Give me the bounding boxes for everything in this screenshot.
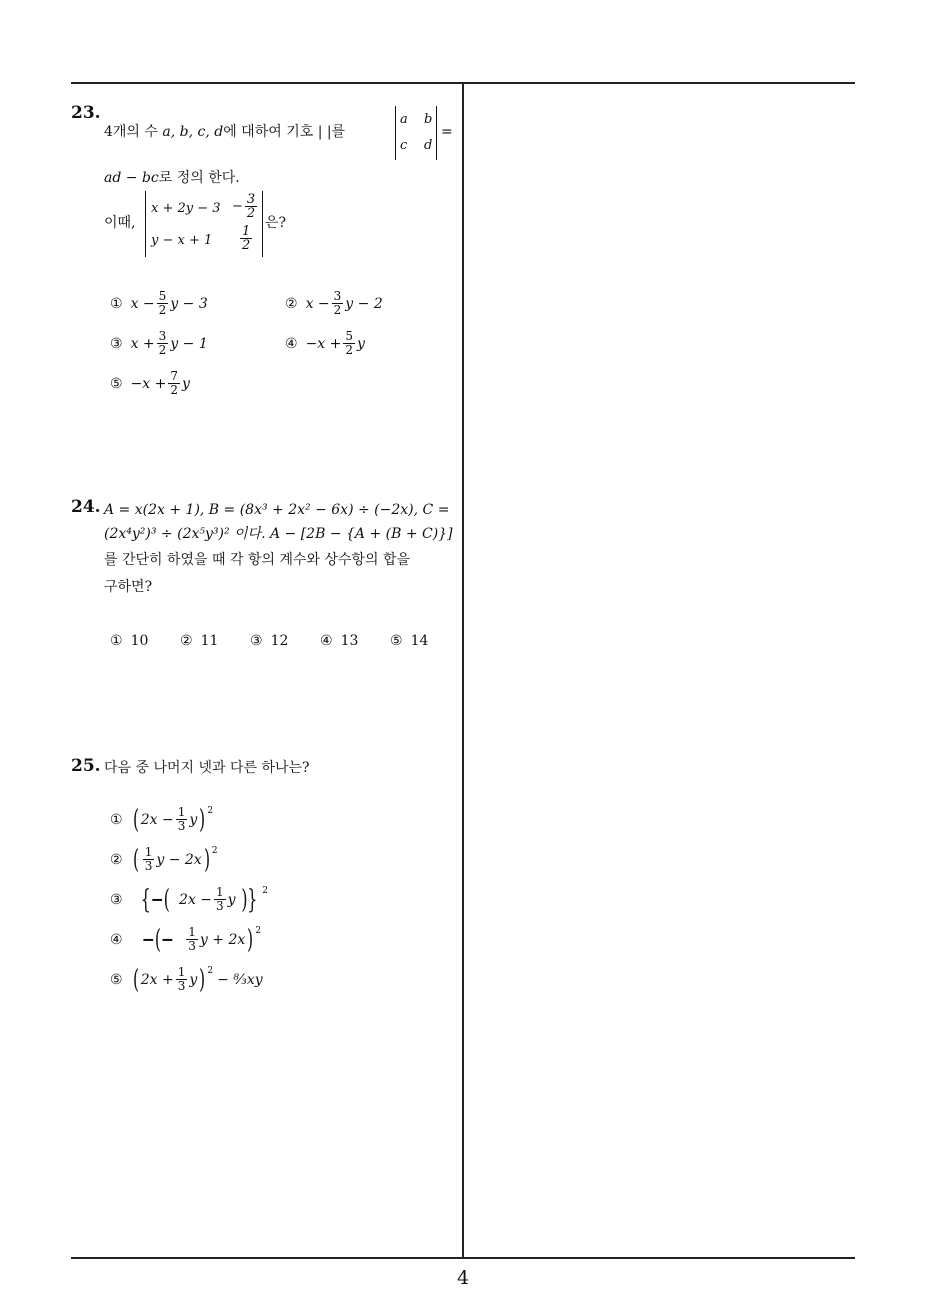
fraction-numerator: 1 (177, 965, 186, 979)
option-pre: −x + (305, 335, 342, 352)
fraction-denominator: 2 (246, 206, 256, 221)
option-mark: ② (285, 295, 298, 312)
q23-definition-matrix (395, 106, 437, 160)
fraction-denominator: 2 (345, 343, 354, 357)
fraction (343, 330, 355, 357)
open-bracket: −(− (141, 924, 174, 955)
q23-line3-prefix: 이때, (104, 215, 136, 231)
fraction-numerator: 3 (158, 329, 167, 343)
fraction-denominator: 3 (188, 939, 196, 953)
option-post: y (189, 811, 198, 828)
fraction-numerator: 7 (170, 369, 179, 383)
fraction-denominator: 2 (170, 383, 179, 397)
q23-option-1 (110, 290, 208, 317)
column-divider (462, 82, 464, 1258)
eval-r2c2 (238, 225, 254, 252)
option-mark: ③ (110, 335, 123, 352)
option-post: y (357, 335, 365, 352)
option-pre: x + (130, 335, 155, 352)
fraction-numerator: 1 (216, 885, 224, 899)
fraction-denominator: 3 (144, 859, 153, 873)
option-value: 13 (340, 633, 359, 649)
option-mark: ① (110, 633, 123, 649)
close-bracket: ) (199, 964, 206, 995)
fraction-numerator: 1 (177, 805, 186, 819)
close-bracket: )} (240, 884, 257, 915)
q24-line1: A = x(2x + 1), B = (8x³ + 2x² − 6x) ÷ (−2x), C = (104, 502, 450, 518)
exponent: 2 (255, 926, 262, 936)
eval-r2c2-fraction (240, 225, 252, 252)
fraction-numerator: 3 (333, 289, 342, 303)
option-pre: −x + (130, 375, 167, 392)
option-mark: ⑤ (110, 375, 123, 392)
exponent: 2 (262, 886, 269, 896)
option-post: y − 2x (156, 851, 202, 868)
open-bracket: ( (132, 964, 139, 995)
option-mark: ② (110, 851, 123, 868)
q25-question: 다음 중 나머지 넷과 다른 하나는? (104, 760, 310, 776)
q23-line1 (104, 122, 345, 142)
open-bracket: {−( (140, 884, 170, 915)
option-post: y (182, 375, 190, 392)
q23-option-2 (285, 290, 383, 317)
q23-line1-vars: a, b, c, d (162, 124, 224, 140)
option-mark: ② (180, 633, 193, 649)
matrix-a: a (400, 112, 408, 127)
option-mark: ⑤ (110, 971, 123, 988)
option-mark: ① (110, 295, 123, 312)
fraction-denominator: 3 (177, 979, 186, 993)
fraction (176, 806, 188, 833)
q24-option-1 (110, 633, 148, 649)
fraction (157, 330, 169, 357)
option-post: y + 2x (199, 931, 246, 948)
open-bracket: ( (132, 804, 139, 835)
matrix-c: c (400, 138, 408, 153)
eval-r1c1: x + 2y − 3 (151, 201, 221, 216)
exponent: 2 (211, 846, 218, 856)
q24-option-2 (180, 633, 218, 649)
q25-option-4 (110, 926, 261, 953)
fraction-numerator: 1 (188, 925, 196, 939)
option-post: y (227, 891, 236, 908)
q24-number: 24. (71, 497, 101, 517)
q23-option-4 (285, 330, 365, 357)
eval-r1c2 (232, 193, 259, 220)
option-mark: ⑤ (390, 633, 403, 649)
eval-r2c1: y − x + 1 (151, 233, 213, 248)
fraction (176, 966, 188, 993)
fraction (168, 370, 180, 397)
option-pre: x − (305, 295, 330, 312)
option-mark: ③ (110, 891, 123, 908)
q23-option-5 (110, 370, 190, 397)
q24-option-3 (250, 633, 288, 649)
q23-line1-mid: 에 대하여 기호 | |를 (223, 124, 346, 140)
option-post: y (189, 971, 198, 988)
option-post: y − 3 (170, 295, 208, 312)
fraction-numerator: 5 (345, 329, 354, 343)
q24-option-5 (390, 633, 428, 649)
matrix-b: b (424, 112, 433, 127)
option-mark: ④ (110, 931, 123, 948)
q24-line4: 구하면? (104, 579, 153, 595)
q23-equals: = (441, 124, 453, 140)
option-post: y − 2 (345, 295, 383, 312)
q23-evaluation-matrix (145, 191, 263, 257)
q25-number: 25. (71, 756, 101, 776)
fraction-numerator: 3 (246, 192, 256, 207)
fraction-denominator: 3 (216, 899, 224, 913)
option-value: 11 (200, 633, 219, 649)
eval-r1c2-fraction (245, 193, 257, 220)
fraction-numerator: 1 (242, 224, 251, 239)
option-pre: x − (130, 295, 155, 312)
close-bracket: ) (203, 844, 210, 875)
exponent: 2 (207, 806, 214, 816)
exponent: 2 (207, 966, 214, 976)
fraction-denominator: 2 (158, 303, 167, 317)
option-mark: ④ (320, 633, 333, 649)
q25-option-5 (110, 966, 263, 993)
option-post: y − 1 (170, 335, 208, 352)
fraction-denominator: 3 (177, 819, 186, 833)
fraction (143, 846, 155, 873)
option-pre: 2x + (140, 971, 174, 988)
option-mark: ③ (250, 633, 263, 649)
q23-number: 23. (71, 103, 101, 123)
page-number: 4 (456, 1267, 470, 1289)
fraction (332, 290, 344, 317)
option-mark: ④ (285, 335, 298, 352)
option-mark: ① (110, 811, 123, 828)
option-pre: 2x − (179, 891, 213, 908)
eval-r1c2-sign: − (232, 199, 243, 214)
fraction (214, 886, 226, 913)
q23-line1-prefix: 4개의 수 (104, 124, 158, 140)
fraction (186, 926, 198, 953)
option-value: 10 (130, 633, 149, 649)
open-bracket: ( (132, 844, 139, 875)
q23-line2-expr: ad − bc (104, 170, 159, 186)
fraction (157, 290, 169, 317)
option-value: 14 (410, 633, 429, 649)
close-bracket: ) (199, 804, 206, 835)
close-bracket: ) (247, 924, 254, 955)
fraction-numerator: 5 (158, 289, 167, 303)
q24-option-4 (320, 633, 358, 649)
q23-line2 (104, 168, 240, 188)
matrix-d: d (424, 138, 433, 153)
fraction-numerator: 1 (144, 845, 153, 859)
q25-option-2 (110, 846, 218, 873)
q25-option-1 (110, 806, 213, 833)
q25-option-3 (110, 886, 268, 913)
option-value: 12 (270, 633, 289, 649)
fraction-denominator: 2 (333, 303, 342, 317)
q23-line3-suffix: 은? (265, 215, 287, 231)
q23-line2-text: 로 정의 한다. (158, 170, 240, 186)
option-tail: − ⁸⁄₃xy (217, 971, 263, 988)
q23-option-3 (110, 330, 208, 357)
fraction-denominator: 2 (242, 238, 251, 253)
option-pre: 2x − (140, 811, 174, 828)
bottom-rule (71, 1257, 855, 1259)
q24-line2: (2x⁴y²)³ ÷ (2x⁵y³)² 이다. A − [2B − {A + (B + C)}] (104, 526, 453, 542)
fraction-denominator: 2 (158, 343, 167, 357)
q24-line3: 를 간단히 하였을 때 각 항의 계수와 상수항의 합을 (104, 552, 411, 568)
